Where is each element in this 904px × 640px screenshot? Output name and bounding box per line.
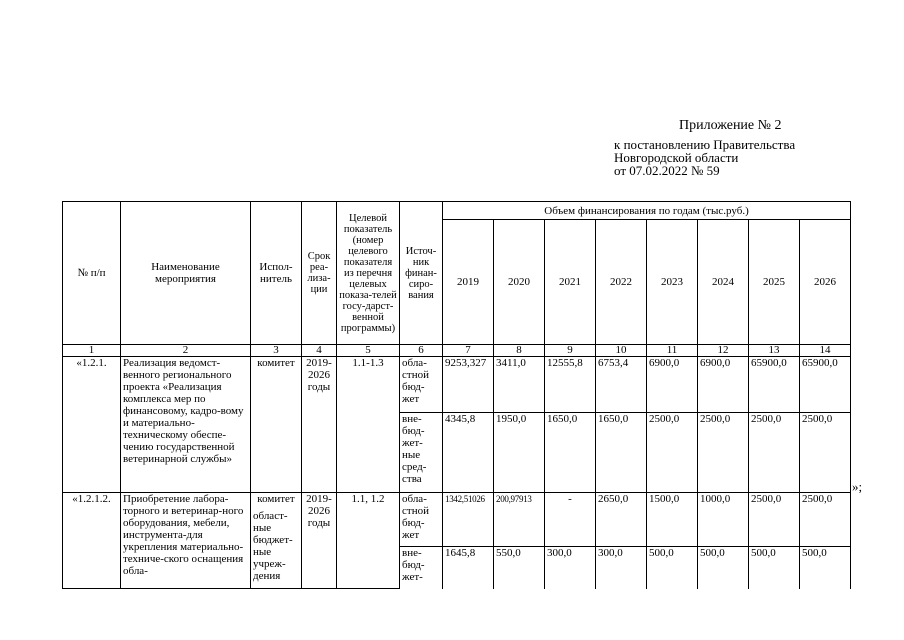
value-cell: 1000,0 — [698, 493, 749, 547]
value-cell: 1645,8 — [443, 547, 494, 589]
value-cell: 12555,8 — [545, 357, 596, 413]
value-cell: 500,0 — [698, 547, 749, 589]
table-row — [63, 357, 851, 413]
column-number: 10 — [596, 345, 647, 357]
header-year: 2023 — [647, 220, 698, 345]
row-term: 2019-2026 годы — [302, 357, 337, 493]
header-executor: Испол-нитель — [251, 202, 302, 345]
column-number: 1 — [63, 345, 121, 357]
column-number-row — [63, 345, 851, 357]
row-executor: комитет — [251, 357, 302, 493]
column-number: 9 — [545, 345, 596, 357]
value-cell: 65900,0 — [800, 357, 851, 413]
value-cell: 6900,0 — [647, 357, 698, 413]
header-term: Срок реа-лиза-ции — [302, 202, 337, 345]
value-cell: 65900,0 — [749, 357, 800, 413]
header-source: Источ-ник финан-сиро-вания — [400, 202, 443, 345]
decree-line: Новгородской области — [614, 150, 739, 165]
value-cell: 500,0 — [749, 547, 800, 589]
value-cell: 500,0 — [800, 547, 851, 589]
header-target: Целевой показатель (номер целевого показателя из перечня целевых показа-телей госу-дарст-венной программы) — [337, 202, 400, 345]
header-year: 2024 — [698, 220, 749, 345]
row-source: вне-бюд-жет-ные сред-ства — [400, 413, 443, 493]
value-cell: 500,0 — [647, 547, 698, 589]
value-cell: 1342,51026 — [443, 493, 494, 547]
funding-table — [62, 201, 851, 589]
table-row — [63, 493, 851, 547]
value-cell: 300,0 — [596, 547, 647, 589]
column-number: 2 — [121, 345, 251, 357]
header-num: № п/п — [63, 202, 121, 345]
appendix-title: Приложение № 2 — [679, 118, 782, 133]
row-source: обла-стной бюд-жет — [400, 357, 443, 413]
row-activity-name: Реализация ведомст-венного регионального проекта «Реализация комплекса мер по финансовому, кадро-вому и материально-техническому обеспе-чению государственной ветеринарной службы» — [121, 357, 251, 493]
closing-quote-mark: »; — [852, 479, 863, 494]
column-number: 8 — [494, 345, 545, 357]
row-target: 1.1, 1.2 — [337, 493, 400, 589]
column-number: 4 — [302, 345, 337, 357]
row-source: обла-стной бюд-жет — [400, 493, 443, 547]
header-year: 2026 — [800, 220, 851, 345]
column-number: 13 — [749, 345, 800, 357]
header-funding: Объем финансирования по годам (тыс.руб.) — [443, 202, 851, 220]
value-cell: 2500,0 — [698, 413, 749, 493]
value-cell: 550,0 — [494, 547, 545, 589]
value-cell: 1650,0 — [545, 413, 596, 493]
column-number: 11 — [647, 345, 698, 357]
value-cell: 3411,0 — [494, 357, 545, 413]
column-number: 3 — [251, 345, 302, 357]
value-cell: 1950,0 — [494, 413, 545, 493]
value-cell: 2650,0 — [596, 493, 647, 547]
value-cell: 4345,8 — [443, 413, 494, 493]
value-cell: 1650,0 — [596, 413, 647, 493]
value-cell: 2500,0 — [800, 413, 851, 493]
column-number: 5 — [337, 345, 400, 357]
value-cell: 2500,0 — [647, 413, 698, 493]
row-source: вне-бюд-жет- — [400, 547, 443, 589]
decree-reference — [614, 138, 795, 177]
header-name: Наименование мероприятия — [121, 202, 251, 345]
header-year: 2021 — [545, 220, 596, 345]
value-cell: 9253,327 — [443, 357, 494, 413]
row-executor-primary: комитет — [257, 493, 295, 505]
header-year: 2019 — [443, 220, 494, 345]
header-year: 2025 — [749, 220, 800, 345]
value-cell: 6753,4 — [596, 357, 647, 413]
decree-line: к постановлению Правительства — [614, 137, 796, 152]
column-number: 6 — [400, 345, 443, 357]
row-number: «1.2.1.2. — [63, 493, 121, 589]
column-number: 7 — [443, 345, 494, 357]
row-activity-name: Приобретение лабора-торного и ветеринар-ного оборудования, мебели, инструмента-для укрепления материально-техниче-ского оснащения обла- — [121, 493, 251, 589]
value-cell: 6900,0 — [698, 357, 749, 413]
header-year: 2022 — [596, 220, 647, 345]
row-executor — [251, 493, 302, 589]
header-year: 2020 — [494, 220, 545, 345]
value-cell: 200,97913 — [494, 493, 545, 547]
column-number: 12 — [698, 345, 749, 357]
row-term: 2019-2026 годы — [302, 493, 337, 589]
value-cell: - — [545, 493, 596, 547]
value-cell: 2500,0 — [800, 493, 851, 547]
row-executor-secondary: област-ные бюджет-ные учреж-дения — [253, 510, 293, 582]
value-cell: 2500,0 — [749, 413, 800, 493]
value-cell: 300,0 — [545, 547, 596, 589]
decree-line: от 07.02.2022 № 59 — [614, 163, 720, 178]
row-target: 1.1-1.3 — [337, 357, 400, 493]
value-cell: 1500,0 — [647, 493, 698, 547]
value-cell: 2500,0 — [749, 493, 800, 547]
row-number: «1.2.1. — [63, 357, 121, 493]
column-number: 14 — [800, 345, 851, 357]
